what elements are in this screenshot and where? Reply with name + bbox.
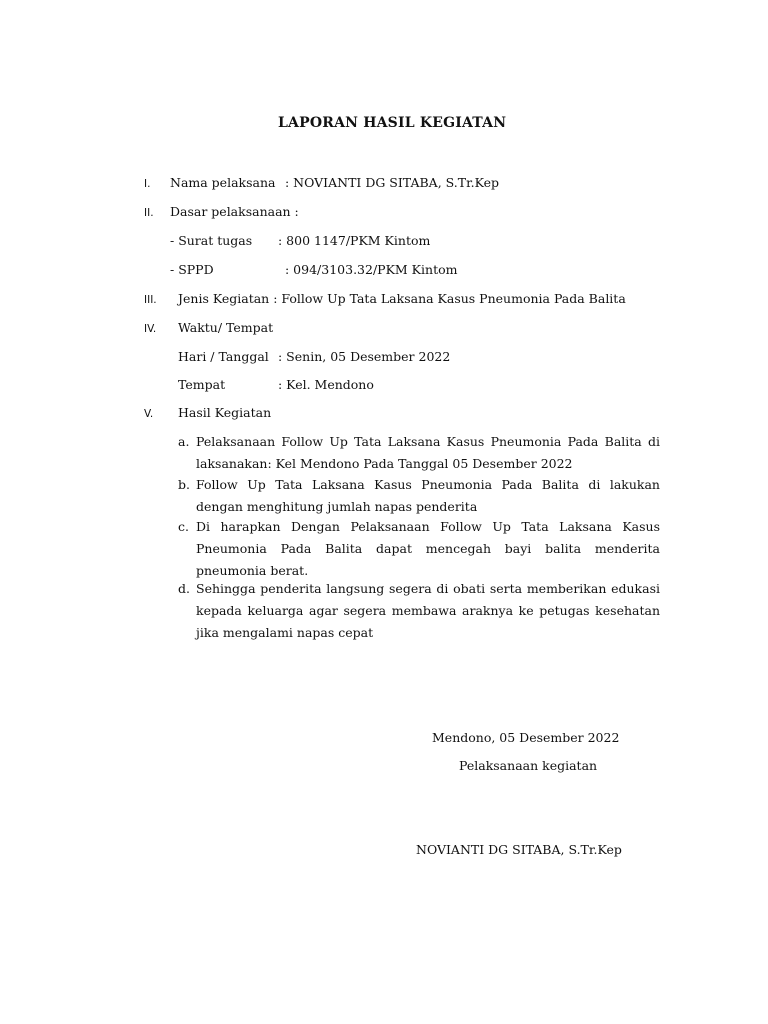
item-letter-d: d.: [178, 581, 190, 596]
section-numeral-v: V.: [144, 408, 154, 420]
sppd-label: - SPPD: [170, 262, 214, 277]
nama-pelaksana-label: Nama pelaksana: [170, 175, 276, 190]
list-item: Follow Up Tata Laksana Kasus Pneumonia Pada Balita di lakukan dengan menghitung jumlah napas penderita: [196, 477, 660, 514]
jenis-kegiatan: Jenis Kegiatan : Follow Up Tata Laksana Kasus Pneumonia Pada Balita: [178, 291, 626, 306]
item-letter-b: b.: [178, 477, 190, 492]
hari-tanggal-value: : Senin, 05 Desember 2022: [278, 349, 451, 364]
nama-pelaksana-value: : NOVIANTI DG SITABA, S.Tr.Kep: [285, 175, 500, 190]
hasil-kegiatan-label: Hasil Kegiatan: [178, 405, 272, 420]
list-item: Sehingga penderita langsung segera di obati serta memberikan edukasi kepada keluarga agar segera membawa araknya ke petugas kesehatan jika mengalami napas cepat: [196, 581, 660, 640]
signature-place-date: Mendono, 05 Desember 2022: [432, 730, 620, 745]
tempat-value: : Kel. Mendono: [278, 377, 374, 392]
sppd-value: : 094/3103.32/PKM Kintom: [285, 262, 458, 277]
waktu-tempat-label: Waktu/ Tempat: [178, 320, 274, 335]
page-title: LAPORAN HASIL KEGIATAN: [278, 115, 507, 131]
list-item: Di harapkan Dengan Pelaksanaan Follow Up Tata Laksana Kasus Pneumonia Pada Balita dapat mencegah bayi balita menderita pneumonia berat.: [196, 519, 660, 578]
hari-tanggal-label: Hari / Tanggal: [178, 349, 269, 364]
surat-tugas-label: - Surat tugas: [170, 233, 253, 248]
list-item: Pelaksanaan Follow Up Tata Laksana Kasus Pneumonia Pada Balita di laksanakan: Kel Mendono Pada Tanggal 05 Desember 2022: [196, 434, 660, 471]
section-numeral-iii: III.: [144, 294, 157, 306]
section-numeral-iv: IV.: [144, 323, 157, 335]
section-numeral-i: I.: [144, 178, 151, 190]
item-letter-c: c.: [178, 519, 189, 534]
signature-role: Pelaksanaan kegiatan: [459, 758, 598, 773]
item-letter-a: a.: [178, 434, 190, 449]
section-numeral-ii: II.: [144, 207, 154, 219]
tempat-label: Tempat: [178, 377, 226, 392]
surat-tugas-value: : 800 1147/PKM Kintom: [278, 233, 431, 248]
signature-name: NOVIANTI DG SITABA, S.Tr.Kep: [416, 842, 622, 857]
dasar-pelaksanaan-label: Dasar pelaksanaan :: [170, 204, 299, 219]
